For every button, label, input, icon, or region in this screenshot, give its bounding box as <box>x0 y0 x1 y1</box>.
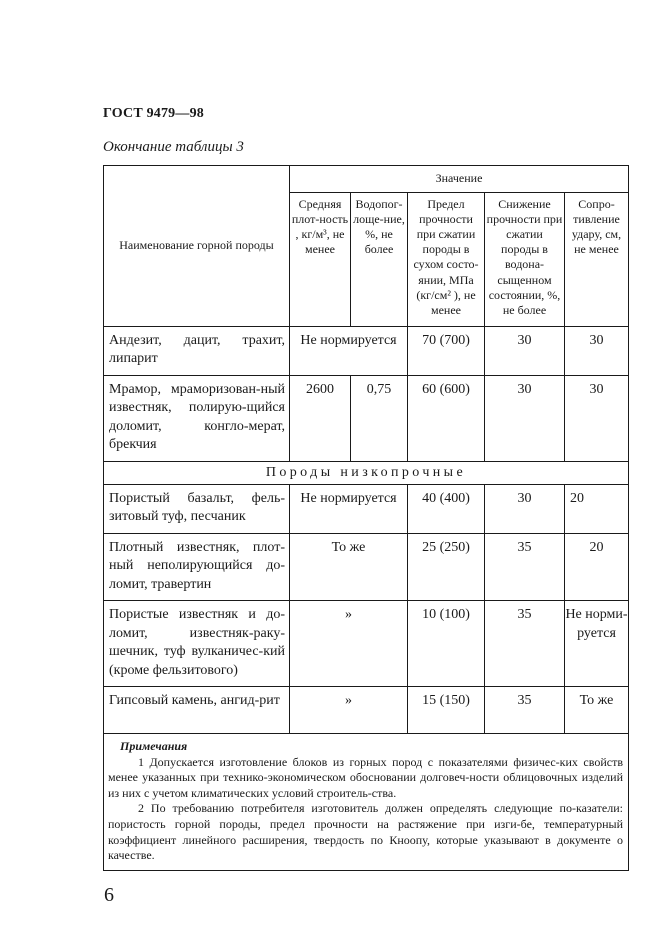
reduction: 30 <box>485 327 565 376</box>
absorption: 0,75 <box>351 375 408 461</box>
table-row <box>104 484 629 533</box>
rock-name: Андезит, дацит, трахит, липарит <box>104 327 290 376</box>
impact: 20 <box>565 533 629 600</box>
table-row <box>104 687 629 734</box>
rock-name: Пористые известняк и до-ломит, известняк-раку-шечник, туф вулканичес-кий (кроме фельзитового) <box>104 601 290 687</box>
note-2: 2 По требованию потребителя изготовитель должен определять следующие по-казатели: пористость горной породы, предел прочности на растяжение при изги-бе, температурный коэффициент линейного расширения, твердость по Кноопу, которые указывают в документе о качестве. <box>108 801 623 863</box>
density-absorption: Не нормируется <box>290 484 408 533</box>
rock-name: Пористый базальт, фель-зитовый туф, песчаник <box>104 484 290 533</box>
impact: То же <box>565 687 629 734</box>
group-header-values: Значение <box>290 166 629 193</box>
table-row <box>104 327 629 376</box>
reduction: 35 <box>485 687 565 734</box>
col-header-strength: Предел прочности при сжатии породы в сухом состо-янии, МПа (кг/см² ), не менее <box>408 193 485 327</box>
reduction: 35 <box>485 533 565 600</box>
col-header-reduction: Снижение прочности при сжатии породы в водона-сыщенном состоянии, %, не более <box>485 193 565 327</box>
density-absorption: То же <box>290 533 408 600</box>
standard-code: ГОСТ 9479—98 <box>103 106 204 121</box>
table-row <box>104 533 629 600</box>
page-number: 6 <box>104 884 114 906</box>
notes-title: Примечания <box>120 739 188 754</box>
rock-name: Мрамор, мраморизован-ный известняк, полирую-щийся доломит, конгло-мерат, брекчия <box>104 375 290 461</box>
rock-properties-table <box>103 165 629 871</box>
table-row <box>104 375 629 461</box>
density-absorption: » <box>290 601 408 687</box>
col-header-density: Средняя плот-ность , кг/м³, не менее <box>290 193 351 327</box>
density: 2600 <box>290 375 351 461</box>
impact: 30 <box>565 375 629 461</box>
impact: 30 <box>565 327 629 376</box>
note-1: 1 Допускается изготовление блоков из горных пород с показателями физичес-ких свойств менее указанных при технико-экономическом обосновании долговеч-ности облицовочных изделий из них с учетом климатических условий строитель-ства. <box>108 754 623 800</box>
density-absorption: » <box>290 687 408 734</box>
col-header-absorption: Водопог-лоще-ние, %, не более <box>351 193 408 327</box>
col-header-name: Наименование горной породы <box>104 166 290 327</box>
table-row <box>104 601 629 687</box>
rock-name: Гипсовый камень, ангид-рит <box>104 687 290 734</box>
notes-block <box>104 734 629 871</box>
strength: 15 (150) <box>408 687 485 734</box>
reduction: 30 <box>485 375 565 461</box>
rock-name: Плотный известняк, плот-ный неполирующийся до-ломит, травертин <box>104 533 290 600</box>
reduction: 30 <box>485 484 565 533</box>
strength: 40 (400) <box>408 484 485 533</box>
strength: 60 (600) <box>408 375 485 461</box>
reduction: 35 <box>485 601 565 687</box>
strength: 25 (250) <box>408 533 485 600</box>
impact: Не норми-руется <box>565 601 629 687</box>
section-header: Породы низкопрочные <box>104 461 629 484</box>
col-header-impact: Сопро-тивление удару, см, не менее <box>565 193 629 327</box>
density-absorption: Не нормируется <box>290 327 408 376</box>
strength: 70 (700) <box>408 327 485 376</box>
table-continuation-title: Окончание таблицы 3 <box>103 139 244 155</box>
impact: 20 <box>565 484 629 533</box>
strength: 10 (100) <box>408 601 485 687</box>
